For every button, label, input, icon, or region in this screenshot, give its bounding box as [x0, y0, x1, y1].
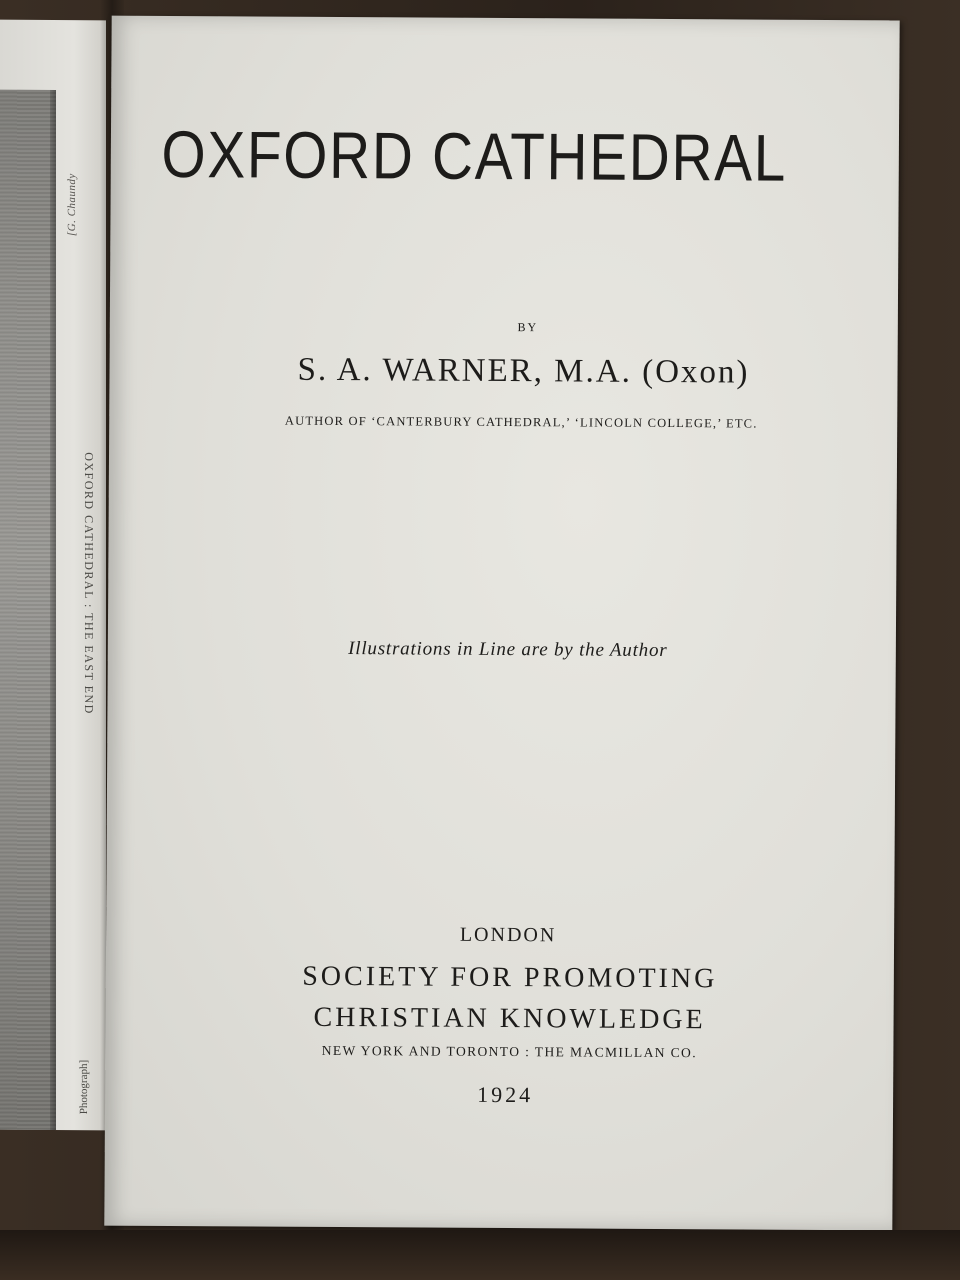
photo-credit: [G. Chaundy	[66, 173, 78, 237]
publication-city: LONDON	[459, 923, 557, 947]
author-credits: AUTHOR OF ‘CANTERBURY CATHEDRAL,’ ‘LINCOLN COLLEGE,’ ETC.	[284, 413, 758, 431]
facing-page	[0, 20, 106, 1131]
publisher-line-1: SOCIETY FOR PROMOTING	[302, 960, 718, 995]
book-title: OXFORD CATHEDRAL	[161, 116, 788, 195]
photo-label: Photograph]	[78, 1059, 90, 1115]
author-name: S. A. WARNER, M.A. (Oxon)	[297, 351, 750, 391]
title-page	[104, 16, 899, 1231]
publication-year: 1924	[477, 1081, 534, 1108]
cathedral-photo-plate	[0, 90, 56, 1130]
publisher-line-2: CHRISTIAN KNOWLEDGE	[313, 1001, 706, 1036]
table-surface	[0, 1230, 960, 1280]
plate-caption: OXFORD CATHEDRAL : THE EAST END	[82, 452, 96, 715]
imprint-line: NEW YORK AND TORONTO : THE MACMILLAN CO.	[321, 1042, 698, 1061]
illustrations-note: Illustrations in Line are by the Author	[348, 638, 668, 662]
by-line: BY	[517, 320, 539, 335]
